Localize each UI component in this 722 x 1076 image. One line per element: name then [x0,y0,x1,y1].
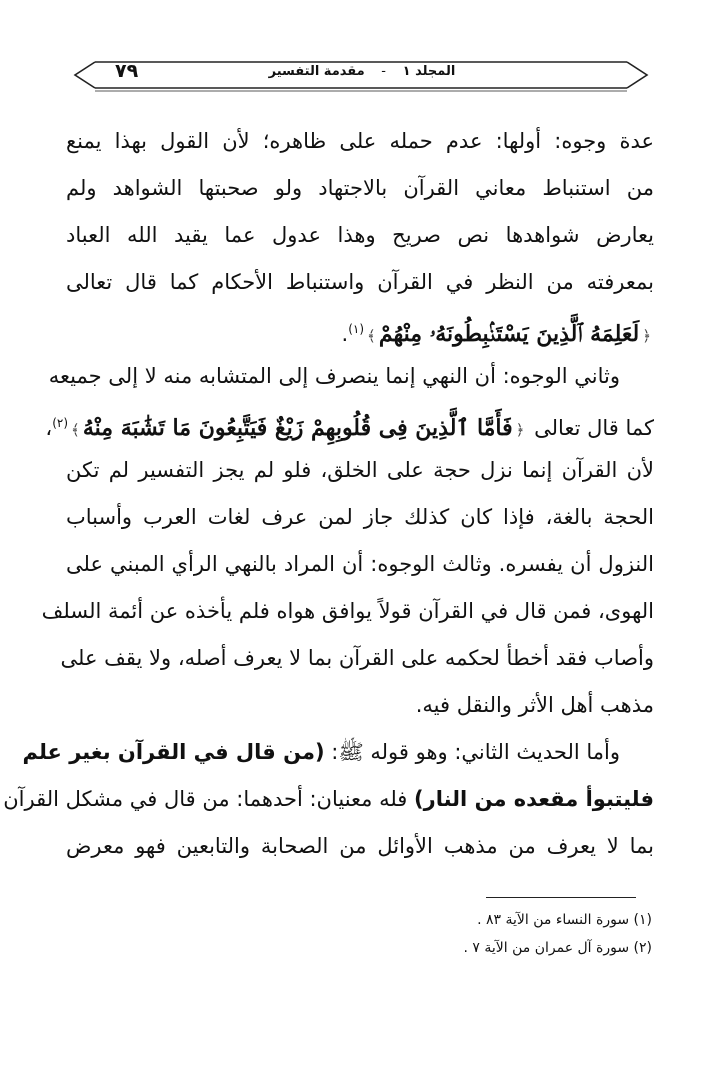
text-line: بما لا يعرف من مذهب الأوائل من الصحابة والتابعين فهو معرض [66,834,654,858]
hadith-line [3,776,654,823]
quran-verse: فَأَمَّا ٱلَّذِينَ فِى قُلُوبِهِمْ زَيْغٌ فَيَتَّبِعُونَ مَا تَشَٰبَهَ مِنْهُ [82,415,513,441]
quran-verse: لَعَلِمَهُ ٱلَّذِينَ يَسْتَنۢبِطُونَهُۥ مِنْهُمْ [378,321,640,347]
verse-line [45,400,654,447]
footnote-divider [486,897,636,898]
footnote-number: (١) [633,912,652,928]
verse-line [66,306,654,353]
text-line: النزول أن يفسره. وثالث الوجوه: أن المراد بالنهي الرأي المبني على [66,552,654,576]
hadith-text: فليتبوأ مقعده من النار) [414,787,654,811]
footnote-ref: (١) [348,322,365,336]
hadith-line [22,729,654,776]
text-line: وأصاب فقد أخطأ لحكمه على القرآن بما لا يعرف أصله، ولا يقف على [60,646,654,670]
footnote-text: سورة النساء من الآية ٨٣ . [477,912,630,928]
hadith-text: (من قال في القرآن بغير علم [22,740,325,764]
text-segment: كما قال تعالى [534,416,654,440]
text-line: الحجة بالغة، فإذا كان كذلك جاز لمن عرف لغات العرب وأسباب [66,505,654,529]
text-line: وثاني الوجوه: أن النهي إنما ينصرف إلى المتشابه منه لا إلى جميعه [48,364,620,388]
text-line: يعارض شواهدها نص صريح وهذا عدول عما يقيد الله العباد [66,223,654,247]
footnote-item [463,906,652,934]
quran-bracket-open-icon: ﴿ [515,421,525,439]
section-title: مقدمة التفسير [268,64,365,79]
main-text [3,118,654,870]
footnote-ref: (٢) [52,416,69,430]
quran-bracket-close-icon: ﴾ [71,421,80,439]
punctuation: ، [45,416,53,440]
text-line: من استنباط معاني القرآن بالاجتهاد ولو صحبتها الشواهد ولم [66,176,654,200]
quran-bracket-close-icon: ﴾ [367,327,376,345]
text-line: بمعرفته من النظر في القرآن واستنباط الأحكام كما قال تعالى [66,270,654,294]
footnote-number: (٢) [633,940,652,956]
page-number: ٧٩ [115,60,139,82]
volume-label: المجلد ١ [402,64,456,79]
quran-bracket-open-icon: ﴿ [642,327,651,345]
header-title [75,64,649,79]
text-segment: فله معنيان: أحدهما: من قال في مشكل القرآن [3,787,408,811]
footnote-item [463,934,652,962]
header-separator: - [381,64,387,79]
footnote-text: سورة آل عمران من الآية ٧ . [463,940,630,956]
text-segment: وأما الحديث الثاني: وهو قوله ﷺ: [331,740,620,764]
running-header [75,54,649,96]
text-line: لأن القرآن إنما نزل حجة على الخلق، فلو لم يجز التفسير لم تكن [66,458,654,482]
footnotes [463,906,652,962]
punctuation: . [341,322,349,346]
text-line: عدة وجوه: أولها: عدم حمله على ظاهره؛ لأن القول بهذا يمنع [66,129,654,153]
text-line: مذهب أهل الأثر والنقل فيه. [415,693,654,717]
text-line: الهوى، فمن قال في القرآن قولاً يوافق هواه فلم يأخذه عن أئمة السلف [41,599,654,623]
